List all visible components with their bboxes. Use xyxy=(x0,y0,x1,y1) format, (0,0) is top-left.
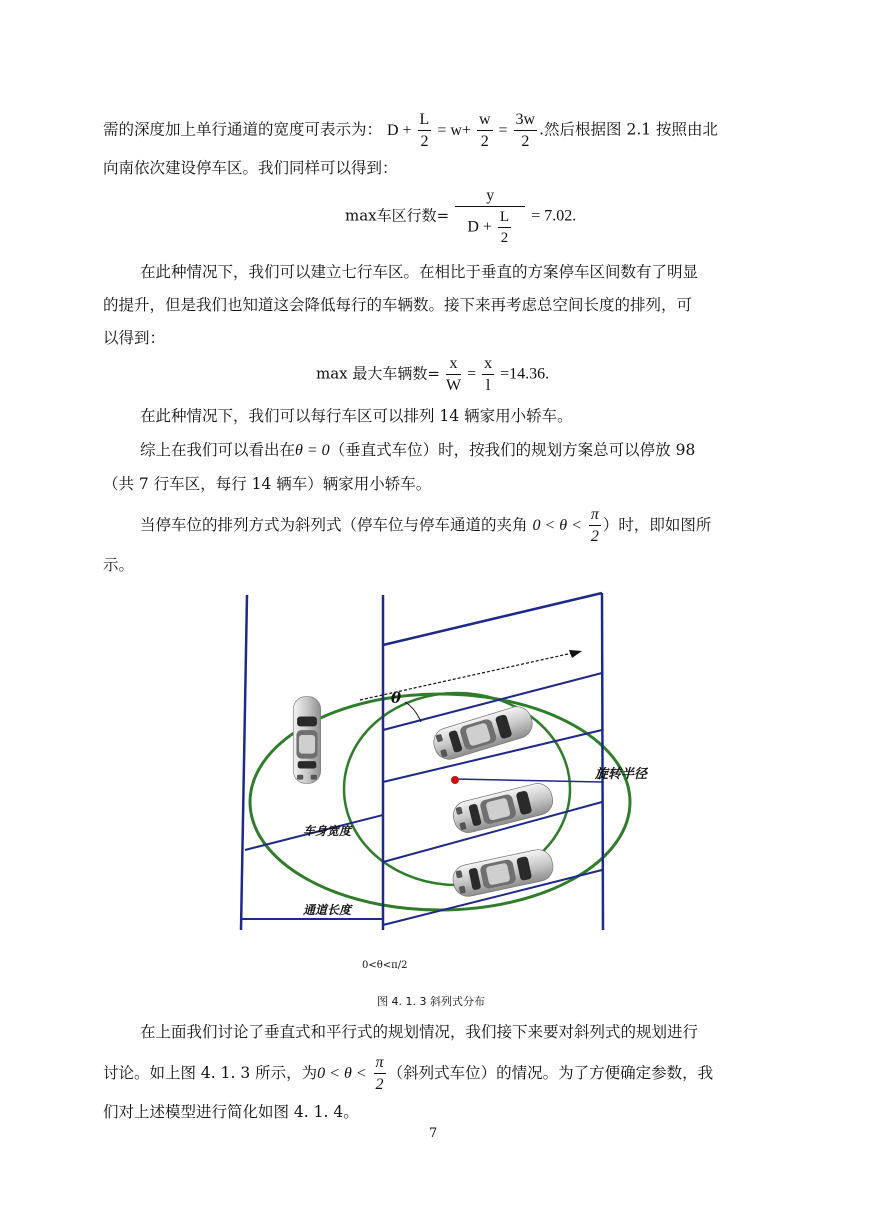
paragraph-5-line-1: 当停车位的排列方式为斜列式（停车位与停车通道的夹角 0 < θ < $\frac{\pi}{2}$ ）时，即如图所 xyxy=(140,506,712,545)
paragraph-3: 在此种情况下，我们可以每行车区可以排列 14 辆家用小轿车。 xyxy=(140,407,573,425)
car-width-label: 车身宽度 xyxy=(303,824,352,838)
stall-line xyxy=(383,593,602,645)
left-boundary-line xyxy=(241,595,247,930)
paragraph-6-line-2: 讨论。如上图 4. 1. 3 所示，为0 < θ < $\frac{\pi}{2}$ （斜列式车位）的情况。为了方便确定参数，我 xyxy=(103,1054,714,1093)
paragraph-4-line-1: 综上在我们可以看出在θ = 0（垂直式车位）时，按我们的规划方案总可以停放 98 xyxy=(140,441,696,459)
figure-caption: 图 4. 1. 3 斜列式分布 xyxy=(377,995,485,1008)
theta-label: θ xyxy=(391,689,402,707)
paragraph-1-line-2: 向南依次建设停车区。我们同样可以得到： xyxy=(103,159,398,177)
car-top xyxy=(430,703,536,763)
text: .然后根据图 2.1 按照由北 xyxy=(539,120,719,139)
aisle-length-label: 通道长度 xyxy=(303,903,352,917)
arrow-head xyxy=(569,650,582,658)
angle-arc xyxy=(405,702,421,722)
oblique-parking-figure xyxy=(225,590,665,975)
formula-rows: max车区行数= y D + $\frac{L}{2}$ = 7.02. xyxy=(345,187,577,246)
paragraph-1-line-1 xyxy=(103,112,718,150)
radius-label: 旋转半径 xyxy=(595,767,648,782)
range-label: 0<θ<π/2 xyxy=(362,960,408,971)
car-middle xyxy=(450,780,555,835)
paragraph-2-line-2: 的提升，但是我们也知道这会降低每行的车辆数。接下来再考虑总空间长度的排列，可 xyxy=(103,296,693,314)
text: 需的深度加上单行通道的宽度可表示为： xyxy=(103,120,383,139)
paragraph-2-line-3: 以得到： xyxy=(103,329,166,347)
formula-cars: max 最大车辆数= $\frac{x}{W}$ = $\frac{x}{l}$ =14.36. xyxy=(316,355,550,394)
page-number: 7 xyxy=(429,1126,438,1141)
right-boundary-line xyxy=(602,593,603,930)
paragraph-4-line-2: （共 7 行车区，每行 14 辆车）辆家用小轿车。 xyxy=(103,475,432,493)
depth-formula: D + $\frac{L}{2}$ = w+ $\frac{w}{2}$ = $\frac{3w}{2}$ xyxy=(386,111,536,150)
paragraph-2-line-1: 在此种情况下，我们可以建立七行车区。在相比于垂直的方案停车区间数有了明显 xyxy=(140,263,699,281)
car-bottom xyxy=(450,847,555,899)
paragraph-5-line-2: 示。 xyxy=(103,556,135,574)
paragraph-6-line-1: 在上面我们讨论了垂直式和平行式的规划情况，我们接下来要对斜列式的规划进行 xyxy=(140,1023,699,1041)
car-left xyxy=(293,697,320,784)
paragraph-6-line-3: 们对上述模型进行简化如图 4. 1. 4。 xyxy=(103,1103,359,1121)
radius-line xyxy=(455,779,602,782)
rotation-center-dot xyxy=(451,776,459,784)
